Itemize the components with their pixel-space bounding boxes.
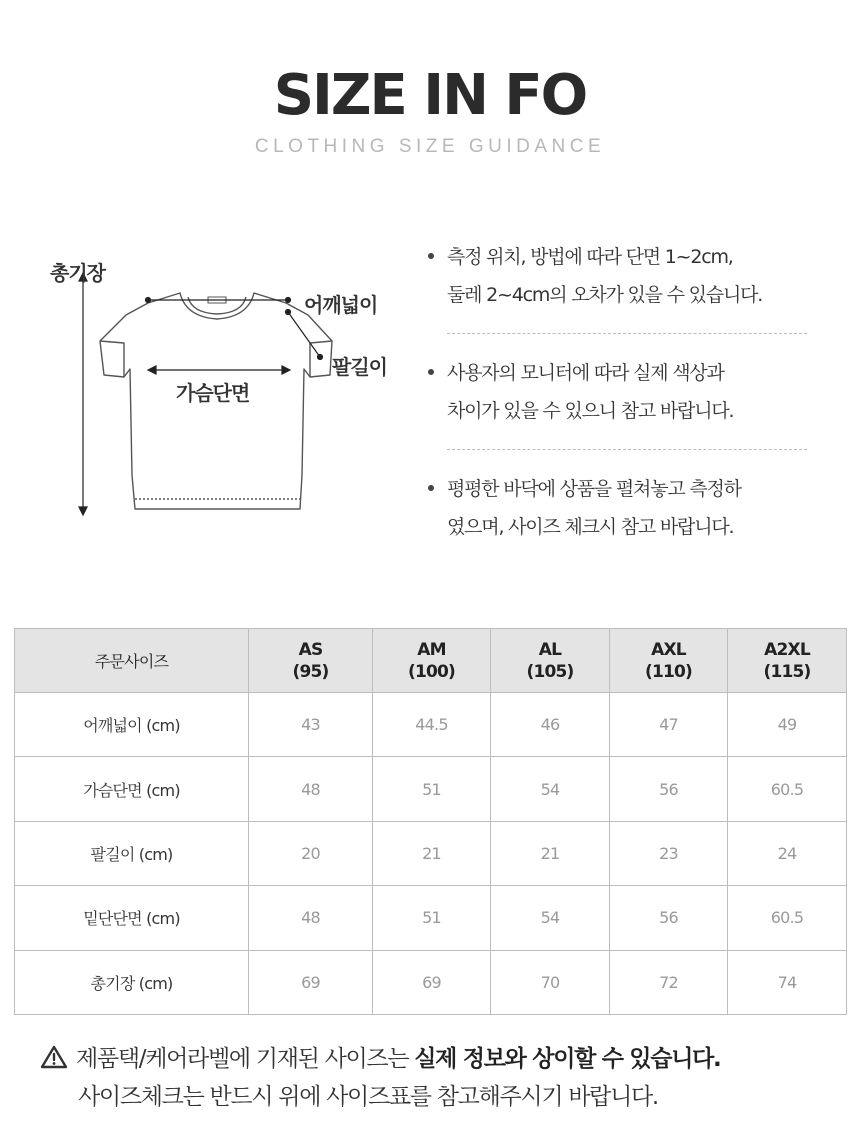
- dashed-divider: [447, 449, 807, 450]
- chest-label: 가슴단면: [176, 381, 250, 405]
- dashed-divider: [447, 333, 807, 334]
- table-row: [15, 950, 847, 1014]
- size-code: AS: [298, 639, 323, 660]
- size-number: (95): [292, 661, 329, 682]
- table-cell: 69: [249, 950, 373, 1014]
- size-header: [373, 629, 491, 693]
- table-cell: 51: [373, 757, 491, 821]
- table-cell: 54: [491, 757, 610, 821]
- size-number: (115): [763, 661, 811, 682]
- note-line: 둘레 2~4cm의 오차가 있을 수 있습니다.: [447, 284, 763, 306]
- note-line: 차이가 있을 수 있으니 참고 바랍니다.: [447, 400, 734, 422]
- footer-line-2: 사이즈체크는 반드시 위에 사이즈표를 참고해주시기 바랍니다.: [78, 1084, 658, 1110]
- note-line: 였으며, 사이즈 체크시 참고 바랍니다.: [447, 516, 734, 538]
- table-cell: 56: [610, 886, 728, 950]
- table-cell: 23: [610, 821, 728, 885]
- footer-line-1: [40, 1040, 840, 1078]
- page-header: [0, 60, 860, 158]
- table-row: [15, 757, 847, 821]
- table-cell: 60.5: [728, 757, 847, 821]
- note-line: 측정 위치, 방법에 따라 단면 1~2cm,: [447, 246, 733, 268]
- size-header: [491, 629, 610, 693]
- table-cell: 69: [373, 950, 491, 1014]
- size-code: AL: [538, 639, 562, 660]
- table-cell: 72: [610, 950, 728, 1014]
- table-cell: 47: [610, 693, 728, 757]
- note-item: [425, 354, 810, 430]
- size-code: A2XL: [764, 639, 810, 660]
- table-cell: 60.5: [728, 886, 847, 950]
- size-table: [14, 628, 847, 1015]
- notes-list: [425, 238, 810, 546]
- table-cell: 48: [249, 886, 373, 950]
- row-label: 밑단단면 (cm): [15, 886, 249, 950]
- table-cell: 49: [728, 693, 847, 757]
- table-cell: 20: [249, 821, 373, 885]
- table-cell: 24: [728, 821, 847, 885]
- table-cell: 21: [491, 821, 610, 885]
- size-code: AXL: [651, 639, 686, 660]
- footer-text: 제품택/케어라벨에 기재된 사이즈는: [76, 1046, 415, 1072]
- table-cell: 51: [373, 886, 491, 950]
- row-label: 어깨넓이 (cm): [15, 693, 249, 757]
- footer-emphasis: 실제 정보와 상이할 수 있습니다.: [414, 1046, 721, 1072]
- table-header-row: [15, 629, 847, 693]
- note-item: [425, 238, 810, 314]
- table-row: [15, 886, 847, 950]
- table-cell: 21: [373, 821, 491, 885]
- size-number: (100): [407, 661, 456, 682]
- table-cell: 56: [610, 757, 728, 821]
- note-line: 사용자의 모니터에 따라 실제 색상과: [447, 362, 724, 384]
- bullet-icon: [428, 369, 434, 375]
- footer-notice: [40, 1040, 840, 1116]
- note-line: 평평한 바닥에 상품을 펼쳐놓고 측정하: [447, 478, 741, 500]
- tshirt-diagram: [40, 245, 420, 535]
- total-length-label: 총기장: [50, 261, 105, 285]
- table-cell: 70: [491, 950, 610, 1014]
- bullet-icon: [428, 253, 434, 259]
- size-header: [249, 629, 373, 693]
- size-header: [610, 629, 728, 693]
- page-title: SIZE IN FO: [273, 63, 587, 128]
- bullet-icon: [428, 485, 434, 491]
- table-row: [15, 821, 847, 885]
- table-corner-label: 주문사이즈: [15, 629, 249, 693]
- size-code: AM: [417, 639, 446, 660]
- row-label: 팔길이 (cm): [15, 821, 249, 885]
- table-cell: 46: [491, 693, 610, 757]
- table-cell: 44.5: [373, 693, 491, 757]
- size-header: [728, 629, 847, 693]
- table-cell: 74: [728, 950, 847, 1014]
- table-cell: 54: [491, 886, 610, 950]
- row-label: 가슴단면 (cm): [15, 757, 249, 821]
- table-row: [15, 693, 847, 757]
- shoulder-label: 어깨넓이: [304, 293, 378, 317]
- size-number: (105): [526, 661, 574, 682]
- page-subtitle: CLOTHING SIZE GUIDANCE: [254, 136, 606, 157]
- size-number: (110): [644, 661, 693, 682]
- table-cell: 48: [249, 757, 373, 821]
- table-cell: 43: [249, 693, 373, 757]
- sleeve-label: 팔길이: [332, 355, 387, 379]
- row-label: 총기장 (cm): [15, 950, 249, 1014]
- warning-icon: [40, 1045, 68, 1069]
- note-item: [425, 470, 810, 546]
